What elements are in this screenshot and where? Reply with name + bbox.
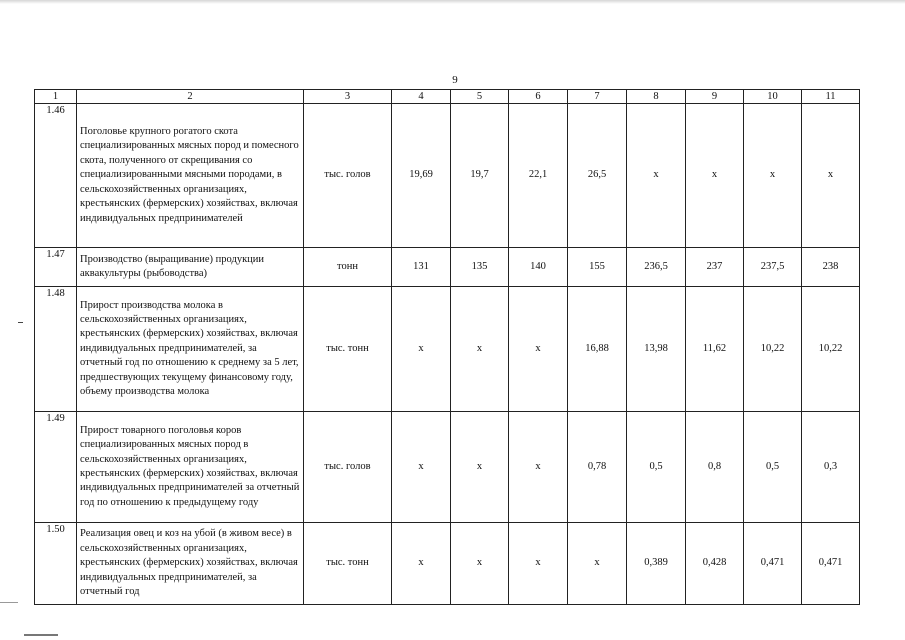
value-cell: 0,78 bbox=[568, 412, 627, 523]
value-cell: 0,389 bbox=[627, 523, 686, 605]
value-cell: 19,69 bbox=[392, 104, 451, 248]
table-row bbox=[35, 248, 860, 287]
page-number: 9 bbox=[452, 74, 458, 86]
value-cell: 238 bbox=[802, 248, 860, 287]
unit-cell: тыс. голов bbox=[304, 104, 392, 248]
value-cell: х bbox=[451, 412, 509, 523]
value-cell: х bbox=[392, 523, 451, 605]
table-row bbox=[35, 412, 860, 523]
table-row bbox=[35, 104, 860, 248]
value-cell: 0,3 bbox=[802, 412, 860, 523]
value-cell: 236,5 bbox=[627, 248, 686, 287]
row-number: 1.47 bbox=[35, 248, 77, 287]
value-cell: х bbox=[392, 412, 451, 523]
unit-cell: тонн bbox=[304, 248, 392, 287]
scan-mark-left bbox=[18, 322, 23, 323]
column-header: 11 bbox=[802, 90, 860, 104]
value-cell: 131 bbox=[392, 248, 451, 287]
value-cell: х bbox=[451, 287, 509, 412]
value-cell: х bbox=[509, 287, 568, 412]
indicator-name: Реализация овец и коз на убой (в живом весе) в сельскохозяйственных организациях, крестьянских (фермерских) хозяйствах, включая индивидуальных предпринимателей, за отчетный год bbox=[77, 523, 304, 605]
column-header: 4 bbox=[392, 90, 451, 104]
value-cell: х bbox=[392, 287, 451, 412]
value-cell: х bbox=[568, 523, 627, 605]
value-cell: х bbox=[509, 523, 568, 605]
column-header: 2 bbox=[77, 90, 304, 104]
column-header: 10 bbox=[744, 90, 802, 104]
value-cell: х bbox=[802, 104, 860, 248]
row-number: 1.48 bbox=[35, 287, 77, 412]
table-row bbox=[35, 287, 860, 412]
value-cell: 0,5 bbox=[627, 412, 686, 523]
row-number: 1.46 bbox=[35, 104, 77, 248]
value-cell: 0,5 bbox=[744, 412, 802, 523]
column-header: 9 bbox=[686, 90, 744, 104]
value-cell: 22,1 bbox=[509, 104, 568, 248]
indicator-name: Поголовье крупного рогатого скота специализированных мясных пород и помесного скота, полученного от скрещивания со специализированными мясными породами, в сельскохозяйственных организациях, крестьянских (фермерских) хозяйствах, включая индивидуальных предпринимателей bbox=[77, 104, 304, 248]
value-cell: х bbox=[509, 412, 568, 523]
value-cell: 237 bbox=[686, 248, 744, 287]
value-cell: 10,22 bbox=[744, 287, 802, 412]
unit-cell: тыс. тонн bbox=[304, 523, 392, 605]
indicator-name: Прирост производства молока в сельскохозяйственных организациях, крестьянских (фермерских) хозяйствах, включая индивидуальных предпринимателей, за отчетный год по отношению к среднему за 5 лет, предшествующих текущему финансовому году, объему производства молока bbox=[77, 287, 304, 412]
value-cell: х bbox=[744, 104, 802, 248]
row-number: 1.50 bbox=[35, 523, 77, 605]
value-cell: 26,5 bbox=[568, 104, 627, 248]
column-header: 6 bbox=[509, 90, 568, 104]
value-cell: х bbox=[451, 523, 509, 605]
column-header: 1 bbox=[35, 90, 77, 104]
column-header: 7 bbox=[568, 90, 627, 104]
value-cell: 10,22 bbox=[802, 287, 860, 412]
indicator-name: Производство (выращивание) продукции аквакультуры (рыбоводства) bbox=[77, 248, 304, 287]
scan-edge-top bbox=[0, 0, 905, 4]
value-cell: 16,88 bbox=[568, 287, 627, 412]
table-row bbox=[35, 523, 860, 605]
column-header: 3 bbox=[304, 90, 392, 104]
value-cell: 0,428 bbox=[686, 523, 744, 605]
value-cell: 0,471 bbox=[744, 523, 802, 605]
value-cell: 19,7 bbox=[451, 104, 509, 248]
scan-mark-bottom-rule bbox=[0, 602, 18, 603]
value-cell: 155 bbox=[568, 248, 627, 287]
value-cell: х bbox=[686, 104, 744, 248]
value-cell: 0,8 bbox=[686, 412, 744, 523]
scan-mark-bottom-left bbox=[24, 634, 58, 636]
indicator-name: Прирост товарного поголовья коров специализированных мясных пород в сельскохозяйственных организациях, крестьянских (фермерских) хозяйствах, включая индивидуальных предпринимателей за отчетный год по отношению к предыдущему году bbox=[77, 412, 304, 523]
value-cell: 237,5 bbox=[744, 248, 802, 287]
value-cell: 135 bbox=[451, 248, 509, 287]
value-cell: х bbox=[627, 104, 686, 248]
value-cell: 11,62 bbox=[686, 287, 744, 412]
column-header: 5 bbox=[451, 90, 509, 104]
value-cell: 140 bbox=[509, 248, 568, 287]
value-cell: 0,471 bbox=[802, 523, 860, 605]
value-cell: 13,98 bbox=[627, 287, 686, 412]
unit-cell: тыс. тонн bbox=[304, 287, 392, 412]
table-header-row bbox=[35, 90, 860, 104]
unit-cell: тыс. голов bbox=[304, 412, 392, 523]
indicators-table bbox=[34, 89, 860, 605]
column-header: 8 bbox=[627, 90, 686, 104]
row-number: 1.49 bbox=[35, 412, 77, 523]
